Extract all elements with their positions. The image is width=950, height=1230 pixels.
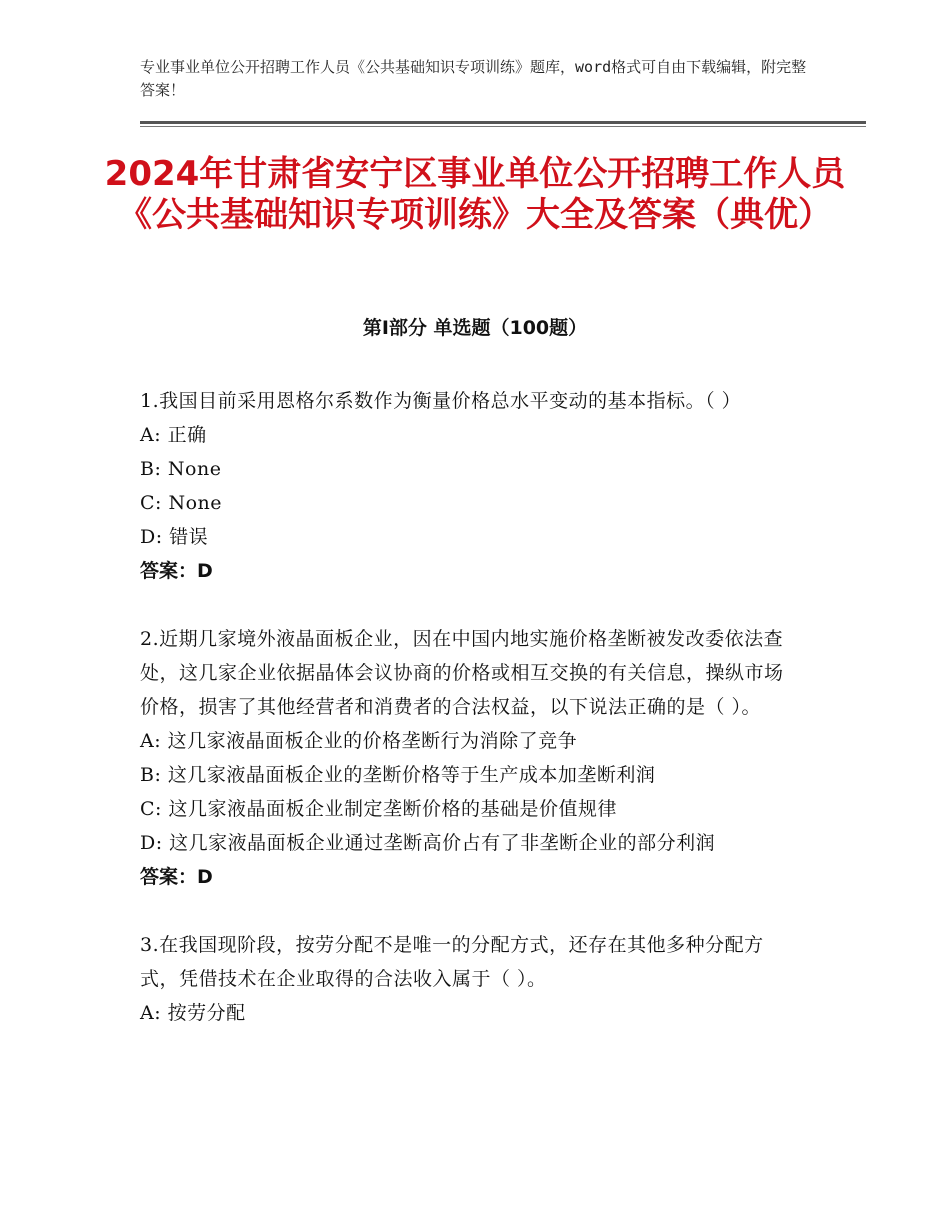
question-stem: 1.我国目前采用恩格尔系数作为衡量价格总水平变动的基本指标。（ ）	[140, 390, 742, 412]
option-b: B: 这几家液晶面板企业的垄断价格等于生产成本加垄断利润	[140, 764, 656, 786]
document-title: 2024年甘肃省安宁区事业单位公开招聘工作人员《公共基础知识专项训练》大全及答案（典优）	[104, 154, 846, 235]
option-a: A: 按劳分配	[140, 1002, 246, 1024]
question-3	[140, 928, 800, 1030]
option-c: C: None	[140, 492, 223, 514]
question-stem: 3.在我国现阶段，按劳分配不是唯一的分配方式，还存在其他多种分配方式，凭借技术在企业取得的合法收入属于（ ）。	[140, 934, 764, 990]
question-stem: 2.近期几家境外液晶面板企业，因在中国内地实施价格垄断被发改委依法查处，这几家企业依据晶体会议协商的价格或相互交换的有关信息，操纵市场价格，损害了其他经营者和消费者的合法权益，以下说法正确的是（ ）。	[140, 628, 784, 718]
section-title: 第Ⅰ部分 单选题（100题）	[362, 317, 588, 339]
header-divider-thick	[140, 121, 866, 124]
question-1	[140, 384, 800, 588]
answer-label: 答案：D	[140, 866, 213, 888]
header-note: 专业事业单位公开招聘工作人员《公共基础知识专项训练》题库，word格式可自由下载编辑，附完整答案！	[140, 58, 807, 99]
question-spacer	[140, 588, 800, 622]
option-a: A: 这几家液晶面板企业的价格垄断行为消除了竞争	[140, 730, 578, 752]
option-a: A: 正确	[140, 424, 207, 446]
question-spacer	[140, 894, 800, 928]
option-d: D: 这几家液晶面板企业通过垄断高价占有了非垄断企业的部分利润	[140, 832, 716, 854]
header-divider-thin	[140, 126, 866, 127]
question-list	[140, 384, 800, 1030]
question-2	[140, 622, 800, 894]
option-c: C: 这几家液晶面板企业制定垄断价格的基础是价值规律	[140, 798, 617, 820]
answer-label: 答案：D	[140, 560, 213, 582]
option-d: D: 错误	[140, 526, 209, 548]
option-b: B: None	[140, 458, 222, 480]
